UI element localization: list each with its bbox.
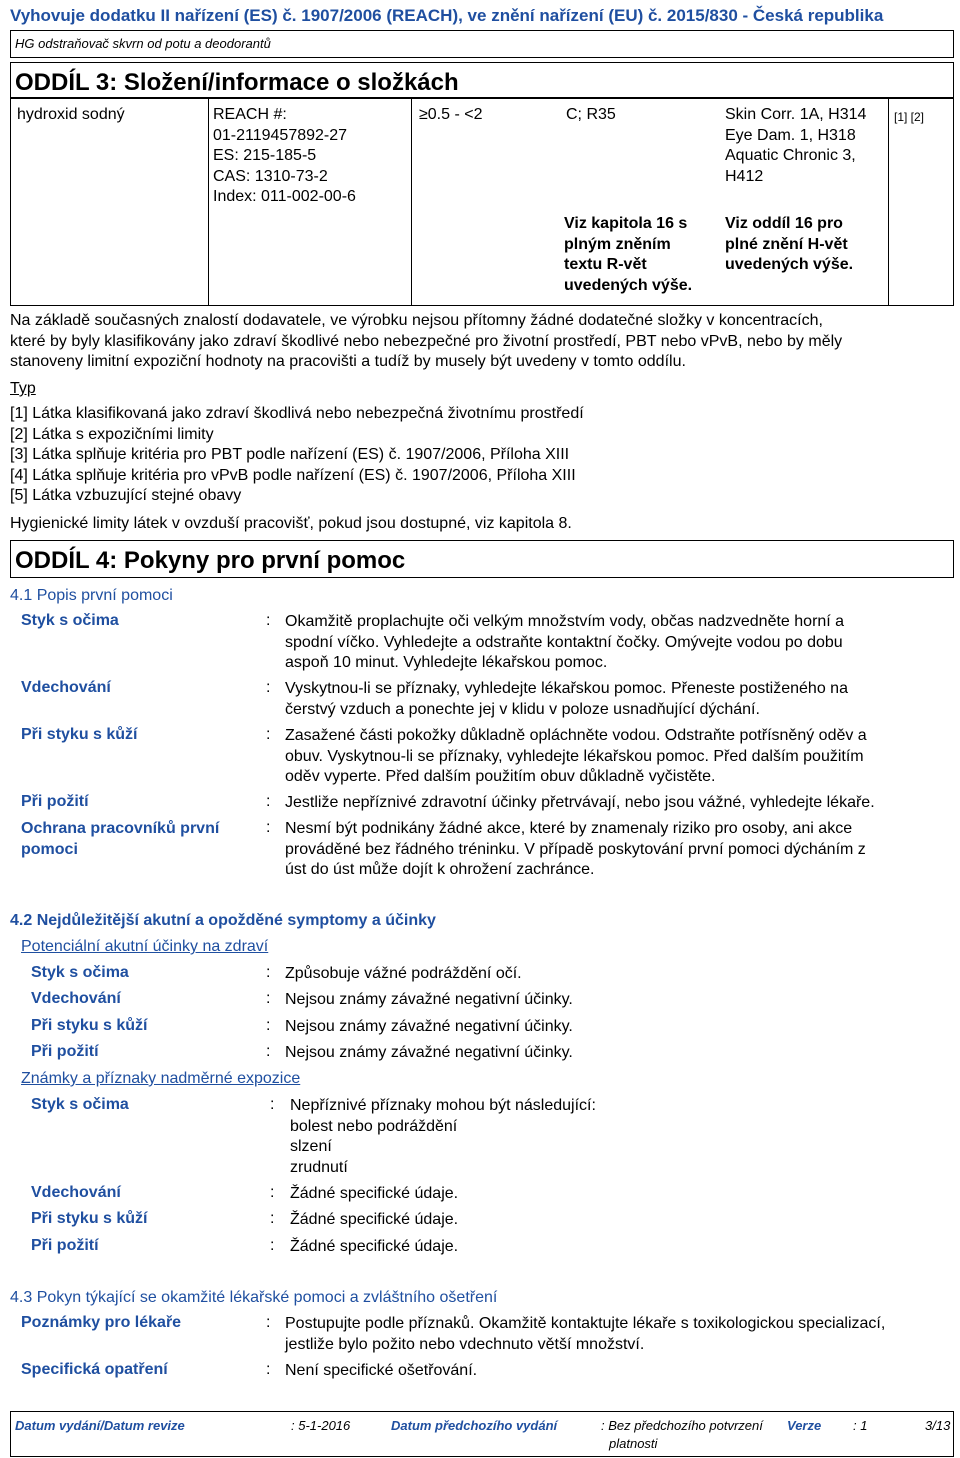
text-line: aspoň 10 minut. Vyhledejte lékařskou pomoc. xyxy=(285,654,608,671)
overexposure-skin-text: Žádné specifické údaje. xyxy=(290,1211,459,1228)
paragraph-line: Na základě současných znalostí dodavatele, ve výrobku nejsou přítomny žádné dodatečné složky v koncentracích, xyxy=(10,312,823,329)
r-classification: C; R35 xyxy=(566,106,616,123)
type-item: [5] Látka vzbuzující stejné obavy xyxy=(10,487,242,504)
version-label: Verze xyxy=(787,1418,822,1433)
h-note xyxy=(725,214,853,276)
document-header-title: Vyhovuje dodatku II nařízení (ES) č. 1907/2006 (REACH), ve znění nařízení (EU) č. 2015/830 - Česká republika xyxy=(10,6,884,25)
hygiene-limits-note: Hygienické limity látek v ovzduší pracovišť, pokud jsou dostupné, viz kapitola 8. xyxy=(10,515,572,532)
text-line: Okamžitě proplachujte oči velkým množstvím vody, občas nadzvedněte horní a xyxy=(285,613,845,630)
r-note-line: plným zněním xyxy=(564,235,671,253)
colon: : xyxy=(266,990,271,1007)
r-note-line: Viz kapitola 16 s xyxy=(564,215,688,232)
colon: : xyxy=(270,1237,275,1254)
type-label: Typ xyxy=(10,380,36,397)
acute-skin-label: Při styku s kůží xyxy=(31,1017,148,1034)
type-references: [1] [2] xyxy=(894,110,925,124)
type-item: [3] Látka splňuje kritéria pro PBT podle nařízení (ES) č. 1907/2006, Příloha XIII xyxy=(10,446,570,463)
overexposure-eye-text xyxy=(290,1096,596,1178)
first-aid-inhalation-label: Vdechování xyxy=(21,679,111,696)
text-line: Postupujte podle příznaků. Okamžitě kontaktujte lékaře s toxikologickou specializací, xyxy=(285,1315,886,1332)
text-line: jestliže bylo požito nebo vdechnuto větší množství. xyxy=(285,1335,645,1353)
first-aid-ingestion-label: Při požití xyxy=(21,793,89,810)
section-4-title: ODDÍL 4: Pokyny pro první pomoc xyxy=(15,547,406,574)
h-note-line: Viz oddíl 16 pro xyxy=(725,215,843,232)
text-line: Vyskytnou-li se příznaky, vyhledejte lékařskou pomoc. Přeneste postiženého na xyxy=(285,680,848,697)
table-divider xyxy=(411,99,412,305)
colon: : xyxy=(270,1184,275,1201)
reach-number: 01-2119457892-27 xyxy=(213,126,348,144)
acute-inhalation-label: Vdechování xyxy=(31,990,121,1007)
previous-issue-value-cont: platnosti xyxy=(609,1436,658,1451)
text-line: zrudnutí xyxy=(290,1158,348,1176)
text-line: prováděné bez řádného tréninku. V případě poskytování první pomoci dýcháním z xyxy=(285,840,866,858)
type-item: [1] Látka klasifikovaná jako zdraví škodlivá nebo nebezpečná životnímu prostředí xyxy=(10,405,584,422)
first-aid-eye-label: Styk s očima xyxy=(21,612,119,629)
first-aider-protection-text xyxy=(285,819,866,881)
first-aid-skin-text xyxy=(285,726,867,788)
overexposure-inhalation-text: Žádné specifické údaje. xyxy=(290,1185,459,1202)
product-name-box xyxy=(10,30,954,58)
type-list xyxy=(10,404,584,507)
type-item: [2] Látka s expozičními limity xyxy=(10,425,214,443)
colon: : xyxy=(266,726,271,743)
text-line: Nesmí být podnikány žádné akce, které by znamenaly riziko pro osoby, ani akce xyxy=(285,820,853,837)
paragraph-line: stanoveny limitní expoziční hodnoty na pracovišti a tudíž by musely být uvedeny v tomto oddílu. xyxy=(10,353,686,370)
overexposure-inhalation-label: Vdechování xyxy=(31,1184,121,1201)
issue-date-label: Datum vydání/Datum revize xyxy=(15,1418,185,1433)
subsection-4-2-heading: 4.2 Nejdůležitější akutní a opožděné symptomy a účinky xyxy=(10,912,436,929)
colon: : xyxy=(266,1043,271,1060)
page-number: 3/13 xyxy=(925,1418,951,1433)
reach-number-label: REACH #: xyxy=(213,106,287,123)
h-class-line: Eye Dam. 1, H318 xyxy=(725,126,856,144)
h-classification xyxy=(725,105,866,187)
text-line: Nepříznivé příznaky mohou být následující: xyxy=(290,1097,596,1114)
notes-to-physician-text xyxy=(285,1314,885,1355)
issue-date-value: : 5-1-2016 xyxy=(291,1418,351,1433)
colon: : xyxy=(266,964,271,981)
page-footer xyxy=(10,1411,954,1457)
first-aid-inhalation-text xyxy=(285,679,848,720)
acute-inhalation-text: Nejsou známy závažné negativní účinky. xyxy=(285,991,573,1008)
r-note-line: uvedených výše. xyxy=(564,276,693,294)
version-value: : 1 xyxy=(853,1418,868,1433)
colon: : xyxy=(270,1096,275,1113)
product-name: HG odstraňovač skvrn od potu a deodorantů xyxy=(15,36,271,51)
acute-eye-text: Způsobuje vážné podráždění očí. xyxy=(285,965,522,982)
table-divider xyxy=(208,99,209,305)
concentration: ≥0.5 - <2 xyxy=(419,106,483,123)
first-aider-protection-label xyxy=(21,819,219,860)
text-line: bolest nebo podráždění xyxy=(290,1117,458,1135)
colon: : xyxy=(266,819,271,836)
acute-effects-heading: Potenciální akutní účinky na zdraví xyxy=(21,938,269,955)
colon: : xyxy=(266,793,271,810)
colon: : xyxy=(266,1314,271,1331)
r-note-line: textu R-vět xyxy=(564,256,647,273)
section-4-title-box xyxy=(10,540,954,578)
substance-identifiers xyxy=(213,105,356,208)
first-aid-skin-label: Při styku s kůží xyxy=(21,726,138,743)
colon: : xyxy=(270,1210,275,1227)
substance-name: hydroxid sodný xyxy=(17,106,125,123)
paragraph-line: které by byly klasifikovány jako zdraví škodlivé nebo nebezpečné pro životní prostředí, PBT nebo vPvB, nebo by měly xyxy=(10,332,843,350)
text-line: Zasažené části pokožky důkladně opláchněte vodou. Odstraňte potřísněný oděv a xyxy=(285,727,867,744)
previous-issue-label: Datum předchozího vydání xyxy=(391,1418,558,1433)
h-note-line: uvedených výše. xyxy=(725,256,854,273)
overexposure-eye-label: Styk s očima xyxy=(31,1096,129,1113)
subsection-4-1-heading: 4.1 Popis první pomoci xyxy=(10,587,173,604)
acute-skin-text: Nejsou známy závažné negativní účinky. xyxy=(285,1018,573,1035)
overexposure-skin-label: Při styku s kůží xyxy=(31,1210,148,1227)
colon: : xyxy=(266,679,271,696)
h-class-line: H412 xyxy=(725,167,764,185)
supplier-knowledge-paragraph xyxy=(10,311,842,373)
composition-table xyxy=(10,98,954,306)
es-number: ES: 215-185-5 xyxy=(213,147,317,164)
first-aid-ingestion-text: Jestliže nepříznivé zdravotní účinky přetrvávají, nebo jsou vážné, vyhledejte lékaře. xyxy=(285,794,875,811)
colon: : xyxy=(266,1361,271,1378)
specific-treatments-text: Není specifické ošetřování. xyxy=(285,1362,478,1379)
text-line: úst do úst může dojít k ohrožení zachránce. xyxy=(285,861,595,878)
overexposure-ingestion-label: Při požití xyxy=(31,1237,99,1254)
section-3-title: ODDÍL 3: Složení/informace o složkách xyxy=(15,69,459,96)
text-line: čerstvý vzduch a ponechte jej v klidu v poloze usnadňující dýchání. xyxy=(285,700,760,718)
colon: : xyxy=(266,612,271,629)
r-note xyxy=(564,214,692,296)
text-line: oděv vyperte. Před dalším použitím obuv důkladně vyčistěte. xyxy=(285,768,716,785)
previous-issue-value: : Bez předchozího potvrzení xyxy=(601,1418,763,1433)
table-divider xyxy=(888,99,889,305)
cas-number: CAS: 1310-73-2 xyxy=(213,167,328,185)
acute-ingestion-label: Při požití xyxy=(31,1043,99,1060)
type-item: [4] Látka splňuje kritéria pro vPvB podle nařízení (ES) č. 1907/2006, Příloha XIII xyxy=(10,466,576,484)
overexposure-ingestion-text: Žádné specifické údaje. xyxy=(290,1238,459,1255)
section-3-title-box xyxy=(10,62,954,98)
first-aid-eye-text xyxy=(285,612,844,674)
h-note-line: plné znění H-vět xyxy=(725,235,848,253)
index-number: Index: 011-002-00-6 xyxy=(213,188,356,205)
h-class-line: Aquatic Chronic 3, xyxy=(725,147,856,164)
text-line: spodní víčko. Vyhledejte a odstraňte kontaktní čočky. Omývejte vodou po dobu xyxy=(285,633,843,651)
label-line: pomoci xyxy=(21,840,78,858)
subsection-4-3-heading: 4.3 Pokyn týkající se okamžité lékařské pomoci a zvláštního ošetření xyxy=(10,1289,498,1306)
text-line: slzení xyxy=(290,1138,332,1155)
h-class-line: Skin Corr. 1A, H314 xyxy=(725,106,867,123)
colon: : xyxy=(266,1017,271,1034)
specific-treatments-label: Specifická opatření xyxy=(21,1361,168,1378)
text-line: obuv. Vyskytnou-li se příznaky, vyhledejte lékařskou pomoc. Před dalším použitím xyxy=(285,747,864,765)
overexposure-heading: Známky a příznaky nadměrné expozice xyxy=(21,1070,301,1087)
acute-eye-label: Styk s očima xyxy=(31,964,129,981)
notes-to-physician-label: Poznámky pro lékaře xyxy=(21,1314,182,1331)
acute-ingestion-text: Nejsou známy závažné negativní účinky. xyxy=(285,1044,573,1061)
label-line: Ochrana pracovníků první xyxy=(21,820,220,837)
